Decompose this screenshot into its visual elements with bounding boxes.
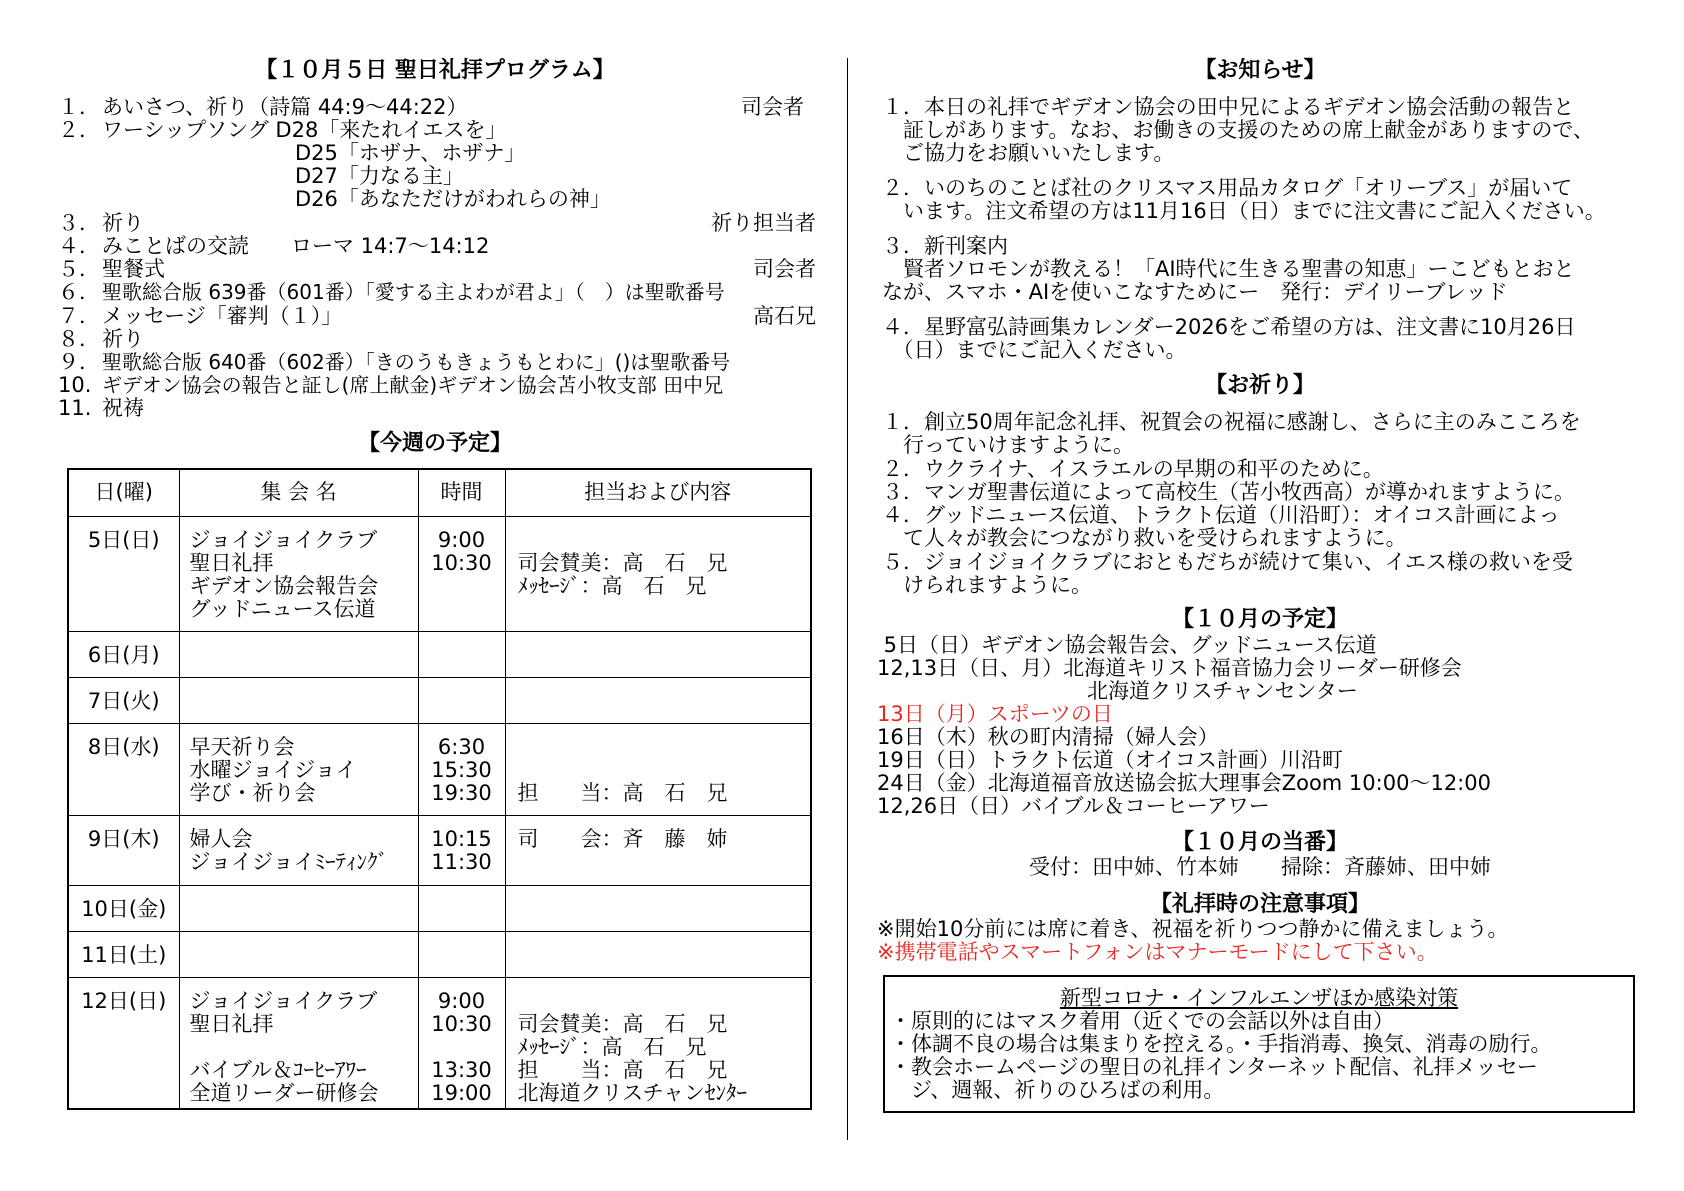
row-times: 10:15 11:30 xyxy=(418,815,505,885)
row-events: 早天祈り会 水曜ジョイジョイ 学び・祈り会 xyxy=(179,723,418,815)
program-item-2b-text: D25「ホザナ、ホザナ」 xyxy=(295,141,526,165)
program-item-11-text: 祝祷 xyxy=(102,396,144,420)
caution-line-1: ※開始10分前には席に着き、祝福を祈りつつ静かに備えましょう。 xyxy=(877,917,1509,941)
notices-title: 【お知らせ】 xyxy=(1194,58,1326,83)
row-detail xyxy=(505,931,811,977)
program-item-5-right: 司会者 xyxy=(753,257,816,281)
header-day: 日(曜) xyxy=(68,469,179,516)
row-detail: 司会賛美：高 石 兄 ﾒｯｾｰｼﾞ：高 石 兄 xyxy=(505,516,811,631)
row-events xyxy=(179,677,418,723)
duty-title: 【１０月の当番】 xyxy=(1171,830,1348,855)
covid-title: 新型コロナ・インフルエンザほか感染対策 xyxy=(1059,986,1459,1010)
weekly-title: 【今週の予定】 xyxy=(357,431,512,456)
row-events xyxy=(179,885,418,931)
table-row xyxy=(68,977,811,1109)
header-detail: 担当および内容 xyxy=(505,469,811,516)
program-item-2d-text: D26「あなただけがわれらの神」 xyxy=(295,187,611,211)
october-item-holiday: 13日（月）スポーツの日 xyxy=(877,702,1113,726)
covid-item-2: ・体調不良の場合は集まりを控える。・手指消毒、換気、消毒の励行。 xyxy=(890,1032,1552,1056)
row-detail: 司 会：斉 藤 姉 xyxy=(505,815,811,885)
program-item-7-right: 高石兄 xyxy=(753,304,816,328)
program-item-7-num: ７． xyxy=(58,304,100,328)
october-item-6: 19日（日）トラクト伝道（オイコス計画）川沿町 xyxy=(877,748,1343,772)
row-day: 9日(木) xyxy=(68,815,179,885)
row-day: 5日(日) xyxy=(68,516,179,631)
october-item-5: 16日（木）秋の町内清掃（婦人会） xyxy=(877,725,1219,749)
program-item-6-text: 聖歌総合版 639番（601番）「愛する主よわが君よ」（ ）は聖歌番号 xyxy=(102,280,725,304)
program-item-4-num: ４． xyxy=(58,234,100,258)
prayer-item-4: ４．グッドニュース伝道、トラクト伝道（川沿町）：オイコス計画によっ て人々が教会につながり救いを受けられますように。 xyxy=(882,503,1560,550)
row-detail: 司会賛美：高 石 兄 ﾒｯｾｰｼﾞ：高 石 兄 担 当：高 石 兄 北海道クリスチャンｾﾝﾀｰ xyxy=(505,977,811,1109)
program-item-2-text: ワーシップソング D28「来たれイエスを」 xyxy=(102,118,507,142)
covid-item-1: ・原則的にはマスク着用（近くでの会話以外は自由） xyxy=(890,1009,1394,1033)
row-times: 9:00 10:30 xyxy=(418,516,505,631)
program-item-1-text: あいさつ、祈り（詩篇 44:9～44:22） xyxy=(102,95,468,119)
covid-item-3: ・教会ホームページの聖日の礼拝インターネット配信、礼拝メッセー ジ、週報、祈りのひろばの利用。 xyxy=(890,1055,1538,1102)
october-item-1: 5日（日）ギデオン協会報告会、グッドニュース伝道 xyxy=(877,633,1377,657)
prayer-item-1: １．創立50周年記念礼拝、祝賀会の祝福に感謝し、さらに主のみこころを 行っていけますように。 xyxy=(882,410,1581,457)
program-item-2-num: ２． xyxy=(58,118,100,142)
table-row xyxy=(68,631,811,677)
row-day: 6日(月) xyxy=(68,631,179,677)
program-item-8-num: ８． xyxy=(58,327,100,351)
duty-text: 受付：田中姉、竹本姉 掃除：斉藤姉、田中姉 xyxy=(1029,855,1491,879)
row-times xyxy=(418,885,505,931)
prayer-item-5: ５．ジョイジョイクラブにおともだちが続けて集い、イエス様の救いを受 けられますように。 xyxy=(882,550,1573,597)
program-item-5-num: ５． xyxy=(58,257,100,281)
caution-line-2: ※携帯電話やスマートフォンはマナーモードにして下さい。 xyxy=(877,940,1438,964)
program-item-2c-text: D27「力なる主」 xyxy=(295,164,464,188)
notice-item-1: １．本日の礼拝でギデオン協会の田中兄によるギデオン協会活動の報告と 証しがあります。なお、お働きの支援のための席上献金がありますので、 ご協力をお願いいたします。 xyxy=(882,95,1594,165)
row-events xyxy=(179,931,418,977)
program-item-11-num: 11. xyxy=(58,396,92,420)
prayer-item-2: ２．ウクライナ、イスラエルの早期の和平のために。 xyxy=(882,457,1384,481)
program-item-4-text: みことばの交読 ローマ 14:7～14:12 xyxy=(102,234,490,258)
row-day: 12日(日) xyxy=(68,977,179,1109)
program-item-1-right: 司会者 xyxy=(741,95,804,119)
row-detail xyxy=(505,677,811,723)
program-item-5-text: 聖餐式 xyxy=(102,257,165,281)
row-times: 9:00 10:30 13:30 19:00 xyxy=(418,977,505,1109)
prayers-title: 【お祈り】 xyxy=(1204,373,1315,398)
table-row xyxy=(68,815,811,885)
header-time: 時間 xyxy=(418,469,505,516)
october-item-7: 24日（金）北海道福音放送協会拡大理事会Zoom 10:00～12:00 xyxy=(877,771,1491,795)
program-item-3-text: 祈り xyxy=(102,211,144,235)
row-detail: 担 当：高 石 兄 xyxy=(505,723,811,815)
program-item-6-num: ６． xyxy=(58,280,100,304)
program-item-3-right: 祈り担当者 xyxy=(711,211,816,235)
row-events: 婦人会 ジョイジョイﾐｰﾃｨﾝｸﾞ xyxy=(179,815,418,885)
october-title: 【１０月の予定】 xyxy=(1171,607,1348,632)
program-item-10-num: 10. xyxy=(58,373,92,397)
notice-item-4: ４．星野富弘詩画集カレンダー2026をご希望の方は、注文書に10月26日 （日）までにご記入ください。 xyxy=(882,315,1576,362)
row-times: 6:30 15:30 19:30 xyxy=(418,723,505,815)
row-times xyxy=(418,677,505,723)
header-event: 集 会 名 xyxy=(179,469,418,516)
program-item-7-text: メッセージ「審判（１）」 xyxy=(102,304,343,328)
row-detail xyxy=(505,631,811,677)
program-item-9-text: 聖歌総合版 640番（602番）「きのうもきょうもとわに」()は聖歌番号 xyxy=(102,350,731,374)
cautions-title: 【礼拝時の注意事項】 xyxy=(1149,892,1370,917)
program-item-8-text: 祈り xyxy=(102,327,144,351)
table-row xyxy=(68,723,811,815)
notice-item-3: ３．新刊案内 賢者ソロモンが教える！「AI時代に生きる聖書の知恵」ーこどもとおと なが、スマホ・AIを使いこなすためにー 発行：デイリーブレッド xyxy=(882,234,1575,304)
row-events: ジョイジョイクラブ 聖日礼拝 バイブル＆ｺｰﾋｰｱﾜｰ 全道リーダー研修会 xyxy=(179,977,418,1109)
row-events xyxy=(179,631,418,677)
row-times xyxy=(418,931,505,977)
weekly-schedule-table xyxy=(67,468,812,1110)
row-times xyxy=(418,631,505,677)
row-day: 10日(金) xyxy=(68,885,179,931)
notice-item-2: ２．いのちのことば社のクリスマス用品カタログ「オリーブス」が届いて います。注文希望の方は11月16日（日）までに注文書にご記入ください。 xyxy=(882,176,1606,223)
row-day: 7日(火) xyxy=(68,677,179,723)
table-row xyxy=(68,677,811,723)
program-item-9-num: ９． xyxy=(58,350,100,374)
program-item-1-num: １． xyxy=(58,95,100,119)
prayer-item-3: ３．マンガ聖書伝道によって高校生（苫小牧西高）が導かれますように。 xyxy=(882,480,1575,504)
program-title: 【１０月５日 聖日礼拝プログラム】 xyxy=(255,58,615,83)
october-item-8: 12,26日（日）バイブル＆コーヒーアワー xyxy=(877,794,1270,818)
october-item-2: 12,13日（日、月）北海道キリスト福音協力会リーダー研修会 xyxy=(877,656,1462,680)
program-item-10-text: ギデオン協会の報告と証し(席上献金)ギデオン協会苫小牧支部 田中兄 xyxy=(102,373,724,397)
table-row xyxy=(68,931,811,977)
table-row xyxy=(68,516,811,631)
table-row xyxy=(68,885,811,931)
row-detail xyxy=(505,885,811,931)
row-day: 11日(土) xyxy=(68,931,179,977)
table-header-row xyxy=(68,469,811,516)
program-item-3-num: ３． xyxy=(58,211,100,235)
row-day: 8日(水) xyxy=(68,723,179,815)
october-item-3: 北海道クリスチャンセンター xyxy=(877,679,1358,703)
row-events: ジョイジョイクラブ 聖日礼拝 ギデオン協会報告会 グッドニュース伝道 xyxy=(179,516,418,631)
column-divider xyxy=(847,58,848,1140)
